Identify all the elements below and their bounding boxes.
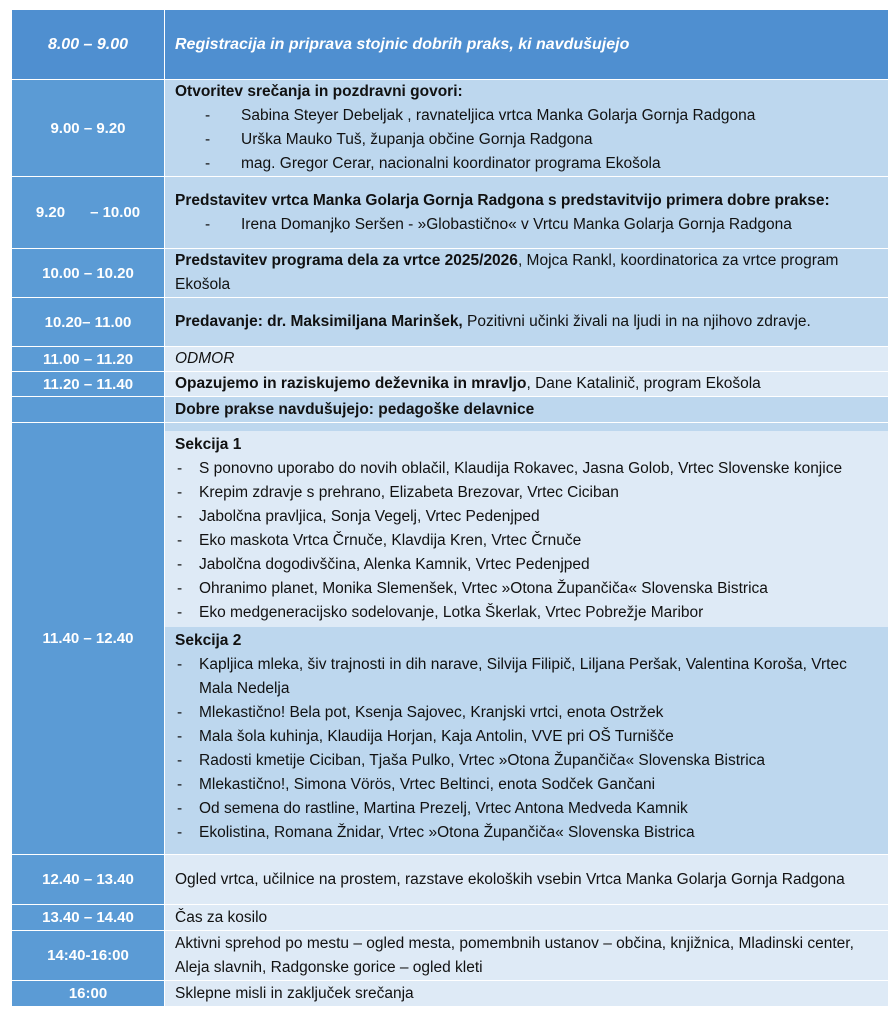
activity-cell: Opazujemo in raziskujemo deževnika in mravljo, Dane Katalinič, program Ekošola: [165, 372, 889, 397]
list-item: - Jabolčna pravljica, Sonja Vegelj, Vrtec Pedenjped: [177, 507, 540, 525]
activity-cell: Ogled vrtca, učilnice na prostem, razstave ekoloških vsebin Vrtca Manka Golarja Gornja Radgona: [165, 855, 889, 905]
section-1: [165, 431, 888, 627]
schedule-row: [12, 397, 888, 423]
list-item: - Od semena do rastline, Martina Prezelj, Vrtec Antona Medveda Kamnik: [177, 799, 688, 817]
schedule-row: [12, 177, 888, 249]
list-item: - Irena Domanjko Seršen - »Globastično« v Vrtcu Manka Golarja Gornja Radgona: [205, 215, 792, 233]
program-schedule: [12, 10, 888, 1007]
time-cell: 11.40 – 12.40: [12, 423, 165, 855]
list-item: - Kapljica mleka, šiv trajnosti in dih narave, Silvija Filipič, Liljana Peršak, Valentina Koroša, Vrtec Mala Nedelja: [177, 655, 847, 697]
activity-cell: [165, 80, 889, 177]
activity-cell: Registracija in priprava stojnic dobrih praks, ki navdušujejo: [165, 10, 889, 80]
workshop-list: [175, 457, 882, 625]
schedule-row: [12, 80, 888, 177]
section-title: Sekcija 2: [175, 631, 242, 649]
activity-title: Predstavitev vrtca Manka Golarja Gornja Radgona s predstavitvijo primera dobre prakse:: [175, 191, 830, 209]
time-cell: [12, 397, 165, 423]
schedule-header-row: [12, 10, 888, 80]
speaker-list: [175, 104, 882, 176]
list-item: - Sabina Steyer Debeljak , ravnateljica vrtca Manka Golarja Gornja Radgona: [205, 107, 756, 124]
schedule-table: [12, 10, 888, 1007]
time-cell: 12.40 – 13.40: [12, 855, 165, 905]
activity-cell: Čas za kosilo: [165, 905, 889, 931]
workshop-list: [175, 653, 882, 845]
list-item: - Mlekastično! Bela pot, Ksenja Sajovec, Kranjski vrtci, enota Ostržek: [177, 703, 664, 721]
list-item: - Krepim zdravje s prehrano, Elizabeta Brezovar, Vrtec Ciciban: [177, 483, 619, 501]
list-item: - Eko maskota Vrtca Črnuče, Klavdija Kren, Vrtec Črnuče: [177, 531, 582, 549]
list-item: - Mlekastično!, Simona Vörös, Vrtec Beltinci, enota Sodček Gančani: [177, 775, 656, 793]
time-cell: 10.00 – 10.20: [12, 249, 165, 298]
list-item: - Mala šola kuhinja, Klaudija Horjan, Kaja Antolin, VVE pri OŠ Turnišče: [177, 727, 674, 745]
schedule-row: [12, 372, 888, 397]
activity-cell: Dobre prakse navdušujejo: pedagoške delavnice: [165, 397, 889, 423]
schedule-row: [12, 249, 888, 298]
time-cell: 9.00 – 9.20: [12, 80, 165, 177]
activity-cell: [165, 177, 889, 249]
time-cell: 8.00 – 9.00: [12, 10, 165, 80]
time-cell: 11.20 – 11.40: [12, 372, 165, 397]
schedule-row: [12, 905, 888, 931]
list-item: - Radosti kmetije Ciciban, Tjaša Pulko, Vrtec »Otona Župančiča« Slovenska Bistrica: [177, 751, 766, 769]
list-item: - Jabolčna dogodivščina, Alenka Kamnik, Vrtec Pedenjped: [177, 555, 590, 573]
section-2: [165, 627, 888, 847]
schedule-row: [12, 423, 888, 855]
list-item: - mag. Gregor Cerar, nacionalni koordinator programa Ekošola: [205, 155, 661, 172]
schedule-row: [12, 981, 888, 1007]
activity-cell: ODMOR: [165, 347, 889, 372]
list-item: - Urška Mauko Tuš, županja občine Gornja Radgona: [205, 131, 593, 148]
section-title: Sekcija 1: [175, 435, 242, 453]
time-cell: 11.00 – 11.20: [12, 347, 165, 372]
list-item: - Ohranimo planet, Monika Slemenšek, Vrtec »Otona Župančiča« Slovenska Bistrica: [177, 579, 768, 597]
list-item: - Eko medgeneracijsko sodelovanje, Lotka Škerlak, Vrtec Pobrežje Maribor: [177, 603, 704, 621]
activity-title: Otvoritev srečanja in pozdravni govori:: [175, 83, 463, 100]
time-cell: 13.40 – 14.40: [12, 905, 165, 931]
activity-cell: Sklepne misli in zaključek srečanja: [165, 981, 889, 1007]
speaker-list: [175, 213, 882, 237]
schedule-row: [12, 931, 888, 981]
schedule-row: [12, 298, 888, 347]
list-item: - Ekolistina, Romana Žnidar, Vrtec »Otona Župančiča« Slovenska Bistrica: [177, 823, 695, 841]
activity-cell: Aktivni sprehod po mestu – ogled mesta, pomembnih ustanov – občina, knjižnica, Mladinski center, Aleja slavnih, Radgonske gorice – ogled kleti: [165, 931, 889, 981]
activity-cell: [165, 423, 889, 855]
time-cell: 9.20 – 10.00: [12, 177, 165, 249]
activity-cell: Predavanje: dr. Maksimiljana Marinšek, Pozitivni učinki živali na ljudi in na njihovo zdravje.: [165, 298, 889, 347]
list-item: - S ponovno uporabo do novih oblačil, Klaudija Rokavec, Jasna Golob, Vrtec Slovenske konjice: [177, 459, 843, 477]
time-cell: 10.20– 11.00: [12, 298, 165, 347]
time-cell: 14:40-16:00: [12, 931, 165, 981]
time-cell: 16:00: [12, 981, 165, 1007]
schedule-row: [12, 347, 888, 372]
activity-cell: Predstavitev programa dela za vrtce 2025/2026, Mojca Rankl, koordinatorica za vrtce program Ekošola: [165, 249, 889, 298]
schedule-row: [12, 855, 888, 905]
